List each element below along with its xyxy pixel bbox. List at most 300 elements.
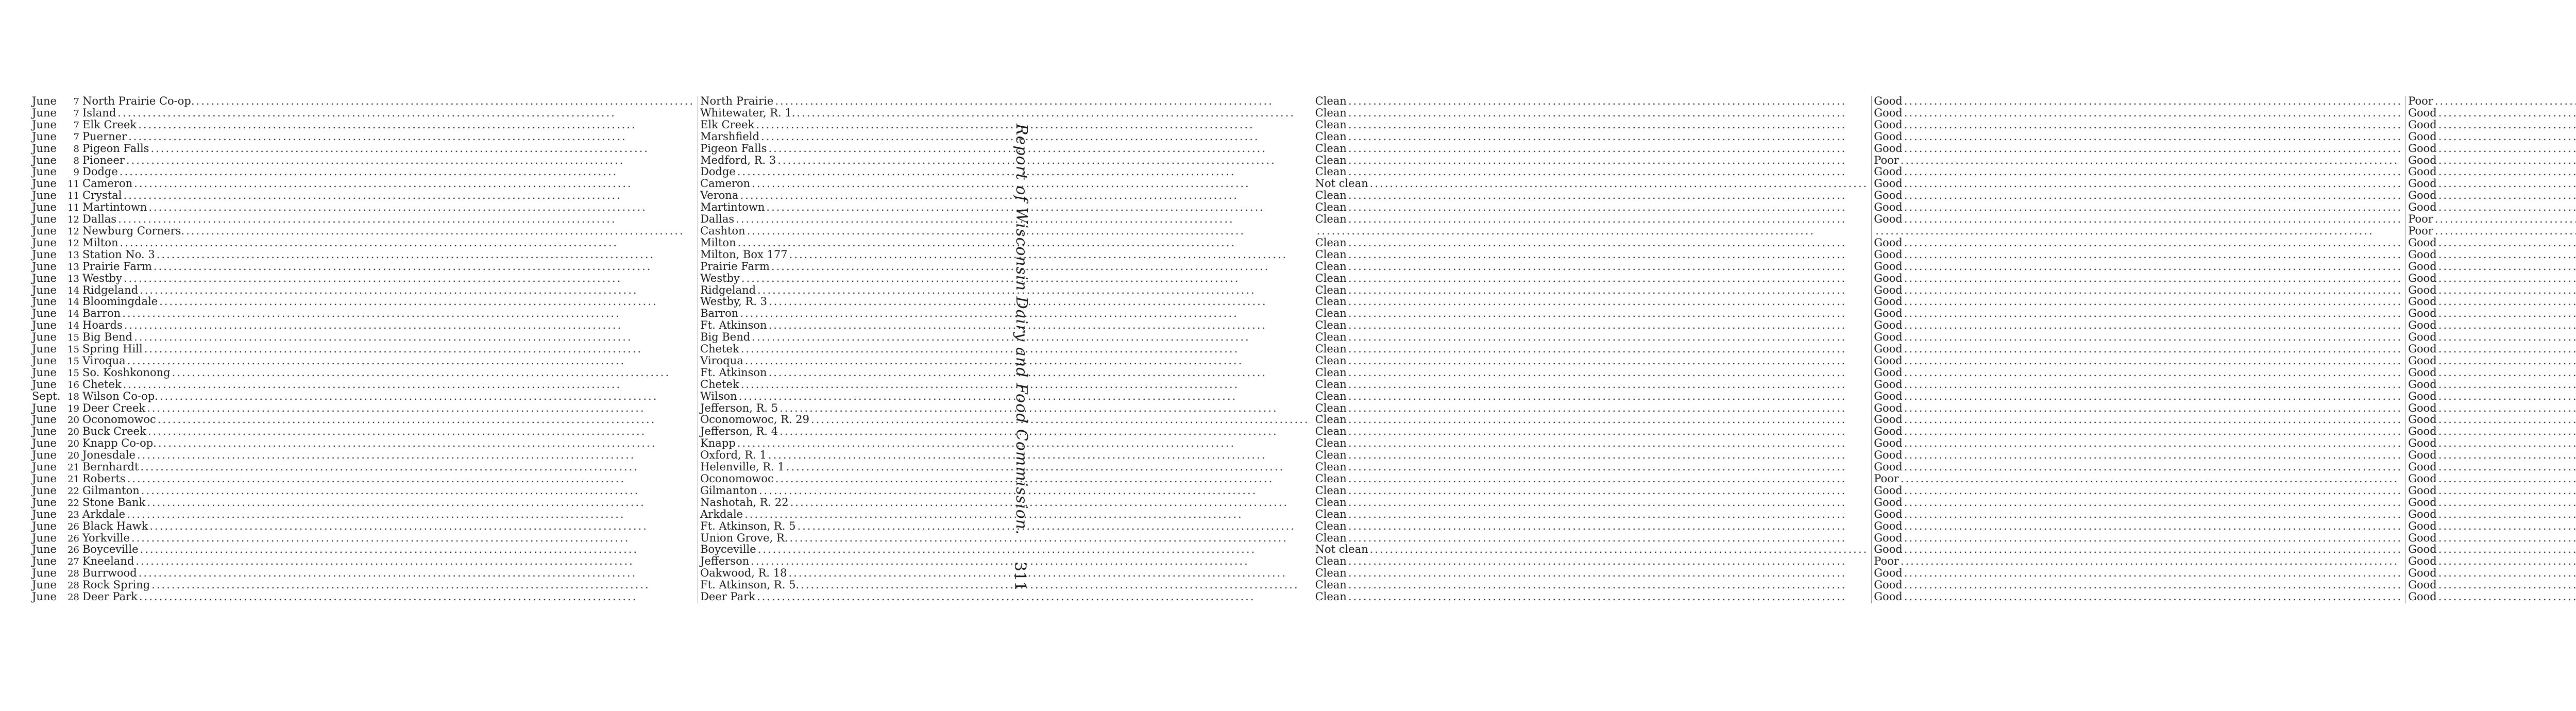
rating-cell-3 <box>2406 426 2576 438</box>
rating-value: Good <box>2408 343 2437 356</box>
month: June <box>32 507 57 520</box>
rating-cell-2 <box>1872 533 2406 545</box>
rating-cell-3 <box>2406 473 2576 485</box>
dot-leader <box>126 155 694 166</box>
rating-value: Good <box>1874 390 1903 402</box>
rating-cell-1 <box>1313 226 1872 238</box>
dot-leader <box>2435 226 2576 237</box>
location-name: Big Bend <box>700 331 751 344</box>
rating-cell-3 <box>2406 120 2576 131</box>
rating-value: Good <box>2408 449 2437 462</box>
location-name: Barron <box>700 307 739 320</box>
rating-cell-1 <box>1313 108 1872 120</box>
factory-name: Burrwood <box>82 567 137 580</box>
rating-value: Good <box>2408 519 2437 532</box>
dot-leader <box>2438 403 2576 414</box>
rating-value: Good <box>2408 390 2437 402</box>
location-name: Jefferson <box>700 555 750 568</box>
factory-name: Boyceville <box>82 543 139 556</box>
dot-leader <box>2438 450 2576 461</box>
table-row <box>30 296 2576 308</box>
location-cell <box>698 178 1313 190</box>
rating-cell-3 <box>2406 261 2576 273</box>
rating-cell-2 <box>1872 166 2406 178</box>
dot-leader <box>1904 320 2403 331</box>
factory-name: Jonesdale <box>82 449 135 462</box>
location-cell <box>698 391 1313 403</box>
dot-leader <box>140 462 694 473</box>
rating-cell-1 <box>1313 120 1872 131</box>
month: June <box>32 165 57 178</box>
dot-leader <box>2438 391 2576 402</box>
day: 7 <box>73 131 79 143</box>
rating-cell-1 <box>1313 533 1872 545</box>
rating-cell-1 <box>1313 497 1872 509</box>
dot-leader <box>2438 202 2576 213</box>
dot-leader <box>1904 462 2403 473</box>
dot-leader <box>2438 285 2576 296</box>
factory-cell <box>30 131 698 143</box>
rating-value: Good <box>2408 425 2437 438</box>
rating-value: Clean <box>1315 449 1347 462</box>
factory-name: Crystal <box>82 189 122 202</box>
dot-leader <box>1904 202 2403 213</box>
rating-cell-1 <box>1313 356 1872 367</box>
dot-leader <box>159 296 694 308</box>
location-cell <box>698 344 1313 356</box>
rating-value: Good <box>2408 413 2437 426</box>
location-cell <box>698 485 1313 497</box>
rating-value: Clean <box>1315 189 1347 202</box>
rating-value: Clean <box>1315 154 1347 166</box>
rating-cell-1 <box>1313 178 1872 190</box>
location-cell <box>698 261 1313 273</box>
day: 16 <box>67 379 79 391</box>
dot-leader <box>1904 379 2403 391</box>
factory-name: Buck Creek <box>82 425 146 438</box>
rating-cell-1 <box>1313 556 1872 568</box>
factory-cell <box>30 178 698 190</box>
location-cell <box>698 238 1313 249</box>
location-cell <box>698 367 1313 379</box>
rating-cell-1 <box>1313 544 1872 556</box>
rating-cell-2 <box>1872 391 2406 403</box>
dot-leader <box>134 332 694 343</box>
table-row <box>30 403 2576 415</box>
rating-value: Good <box>1874 378 1903 391</box>
location-name: Milton <box>700 236 736 249</box>
rating-value: Poor <box>2408 213 2433 226</box>
location-name: Ft. Atkinson <box>700 366 767 379</box>
dot-leader <box>1348 367 1868 379</box>
location-cell <box>698 190 1313 202</box>
month: June <box>32 177 57 190</box>
dot-leader <box>2438 356 2576 367</box>
rating-value: Good <box>2408 307 2437 320</box>
dot-leader <box>1370 544 1869 555</box>
rating-value: Poor <box>1874 555 1899 568</box>
rating-value: Good <box>2408 272 2437 284</box>
location-cell <box>698 450 1313 462</box>
dot-leader <box>2438 344 2576 355</box>
dot-leader <box>1904 544 2403 555</box>
rating-value: Poor <box>1874 472 1899 485</box>
dot-leader <box>149 521 694 532</box>
rating-cell-1 <box>1313 261 1872 273</box>
rating-cell-3 <box>2406 344 2576 356</box>
location-name: Medford, R. 3 <box>700 154 776 166</box>
rating-cell-1 <box>1313 332 1872 344</box>
month: June <box>32 331 57 344</box>
dot-leader <box>1904 296 2403 308</box>
month: June <box>32 319 57 332</box>
rating-cell-2 <box>1872 521 2406 533</box>
factory-cell <box>30 426 698 438</box>
factory-cell <box>30 108 698 120</box>
rating-value: Good <box>1874 201 1903 214</box>
dot-leader <box>1348 379 1868 391</box>
dot-leader <box>1348 438 1868 449</box>
factory-name: Big Bend <box>82 331 133 344</box>
factory-cell <box>30 308 698 320</box>
factory-cell <box>30 379 698 391</box>
location-cell <box>698 108 1313 120</box>
rating-cell-3 <box>2406 285 2576 297</box>
rating-value: Good <box>1874 590 1903 603</box>
location-cell <box>698 462 1313 473</box>
dot-leader <box>2438 249 2576 261</box>
rating-cell-1 <box>1313 238 1872 249</box>
day: 20 <box>67 438 79 450</box>
factory-cell <box>30 332 698 344</box>
rating-cell-2 <box>1872 155 2406 167</box>
rating-value: Good <box>1874 283 1903 296</box>
dot-leader <box>1348 414 1868 426</box>
dot-leader <box>1875 226 2402 237</box>
rating-cell-1 <box>1313 96 1872 108</box>
table-row <box>30 143 2576 155</box>
rating-cell-2 <box>1872 450 2406 462</box>
table-row <box>30 155 2576 167</box>
rating-value: Good <box>2408 106 2437 119</box>
dot-leader <box>160 391 694 402</box>
table-row <box>30 332 2576 344</box>
month: June <box>32 484 57 497</box>
dot-leader <box>2438 473 2576 485</box>
dot-leader <box>2438 332 2576 343</box>
table-row <box>30 568 2576 580</box>
rating-cell-1 <box>1313 403 1872 415</box>
dot-leader <box>186 226 694 237</box>
dot-leader <box>1904 238 2403 249</box>
day: 8 <box>73 155 79 166</box>
factory-cell <box>30 226 698 238</box>
rating-cell-2 <box>1872 226 2406 238</box>
factory-cell <box>30 249 698 261</box>
table-row <box>30 226 2576 238</box>
factory-cell <box>30 320 698 332</box>
month: June <box>32 496 57 509</box>
factory-name: Roberts <box>82 472 126 485</box>
rating-cell-3 <box>2406 521 2576 533</box>
rating-value: Clean <box>1315 567 1347 580</box>
dot-leader <box>139 591 694 603</box>
rating-cell-1 <box>1313 296 1872 308</box>
rating-cell-2 <box>1872 568 2406 580</box>
rating-value: Clean <box>1315 236 1347 249</box>
rating-value: Good <box>2408 366 2437 379</box>
dot-leader <box>1348 96 1868 107</box>
month: June <box>32 449 57 462</box>
rating-cell-3 <box>2406 414 2576 426</box>
dot-leader <box>1348 202 1868 213</box>
rating-value: Good <box>1874 272 1903 284</box>
dot-leader <box>769 296 1310 308</box>
dot-leader <box>752 178 1309 190</box>
month: June <box>32 189 57 202</box>
table-row <box>30 202 2576 214</box>
rating-cell-3 <box>2406 226 2576 238</box>
rating-cell-2 <box>1872 143 2406 155</box>
dot-leader <box>157 249 694 261</box>
month: June <box>32 472 57 485</box>
location-name: Oconomowoc <box>700 472 774 485</box>
dot-leader <box>788 568 1309 579</box>
day: 11 <box>67 202 79 214</box>
location-name: Viroqua <box>700 354 743 367</box>
table-row <box>30 580 2576 591</box>
location-name: Cashton <box>700 224 745 237</box>
rating-cell-2 <box>1872 108 2406 120</box>
dot-leader <box>151 580 694 591</box>
location-cell <box>698 214 1313 226</box>
factory-name: Stone Bank <box>82 496 146 509</box>
rating-value: Good <box>1874 213 1903 226</box>
rating-cell-1 <box>1313 379 1872 391</box>
rating-value: Clean <box>1315 283 1347 296</box>
factory-cell <box>30 391 698 403</box>
factory-cell <box>30 285 698 297</box>
month: June <box>32 461 57 473</box>
day: 20 <box>67 415 79 426</box>
dot-leader <box>1348 155 1868 166</box>
dot-leader <box>1348 344 1868 355</box>
location-name: Ft. Atkinson, R. 5 <box>700 519 796 532</box>
rating-value: Good <box>1874 260 1903 273</box>
location-name: Westby, R. 3 <box>700 295 767 308</box>
location-cell <box>698 155 1313 167</box>
rating-cell-2 <box>1872 190 2406 202</box>
rating-value: Good <box>2408 142 2437 155</box>
month: June <box>32 118 57 131</box>
factory-name: Newburg Corners. <box>82 224 185 237</box>
location-name: Cameron <box>700 177 751 190</box>
day: 15 <box>67 332 79 344</box>
location-name: Ft. Atkinson, R. 5. <box>700 579 800 591</box>
day: 7 <box>73 108 79 119</box>
factory-cell <box>30 591 698 603</box>
rating-value: Poor <box>2408 224 2433 237</box>
factory-cell <box>30 473 698 485</box>
rating-cell-2 <box>1872 238 2406 249</box>
location-name: Deer Park <box>700 590 755 603</box>
dot-leader <box>1904 521 2403 532</box>
day: 11 <box>67 179 79 190</box>
rating-value: Clean <box>1315 390 1347 402</box>
dot-leader <box>1904 391 2403 402</box>
table-body <box>30 96 2576 603</box>
factory-name: Elk Creek <box>82 118 137 131</box>
dot-leader <box>131 533 694 544</box>
rating-value: Good <box>1874 295 1903 308</box>
rating-value: Clean <box>1315 590 1347 603</box>
dot-leader <box>1348 285 1868 296</box>
rating-cell-1 <box>1313 131 1872 143</box>
location-cell <box>698 497 1313 509</box>
location-name: Whitewater, R. 1. <box>700 106 795 119</box>
location-cell <box>698 143 1313 155</box>
table-row <box>30 426 2576 438</box>
day: 26 <box>67 545 79 556</box>
rating-cell-1 <box>1313 580 1872 591</box>
rating-value: Clean <box>1315 484 1347 497</box>
day: 12 <box>67 238 79 249</box>
rating-value: Clean <box>1315 130 1347 143</box>
dot-leader <box>118 214 694 225</box>
rating-cell-3 <box>2406 568 2576 580</box>
rating-cell-2 <box>1872 96 2406 108</box>
dot-leader <box>122 308 694 319</box>
rating-value: Good <box>1874 437 1903 450</box>
dot-leader <box>120 166 694 178</box>
rating-cell-1 <box>1313 202 1872 214</box>
dot-leader <box>1348 521 1868 532</box>
factory-name: Arkdale <box>82 507 126 520</box>
location-name: North Prairie <box>700 95 774 107</box>
dot-leader <box>138 120 694 131</box>
table-row <box>30 238 2576 249</box>
month: June <box>32 567 57 580</box>
dot-leader <box>2438 544 2576 555</box>
rating-cell-2 <box>1872 414 2406 426</box>
rating-cell-1 <box>1313 521 1872 533</box>
rating-value: Clean <box>1315 413 1347 426</box>
dot-leader <box>2438 238 2576 249</box>
dot-leader <box>1904 356 2403 367</box>
month: June <box>32 106 57 119</box>
dot-leader <box>1904 261 2403 273</box>
dot-leader <box>148 202 694 213</box>
factory-name: Spring Hill <box>82 343 143 356</box>
dot-leader <box>2438 568 2576 579</box>
rating-cell-3 <box>2406 379 2576 391</box>
rating-cell-3 <box>2406 450 2576 462</box>
factory-cell <box>30 403 698 415</box>
month: June <box>32 531 57 544</box>
location-name: Gilmanton <box>700 484 757 497</box>
dot-leader <box>2438 485 2576 497</box>
dot-leader <box>2438 166 2576 178</box>
rating-value: Good <box>1874 307 1903 320</box>
rating-value: Good <box>1874 484 1903 497</box>
table-row <box>30 166 2576 178</box>
dot-leader <box>1904 438 2403 449</box>
factory-cell <box>30 356 698 367</box>
table-row <box>30 285 2576 297</box>
rating-cell-2 <box>1872 332 2406 344</box>
dot-leader <box>1348 214 1868 225</box>
day: 14 <box>67 297 79 308</box>
dot-leader <box>2438 367 2576 379</box>
dot-leader <box>1348 450 1868 461</box>
rating-value: Good <box>1874 118 1903 131</box>
rating-value: Good <box>1874 95 1903 107</box>
factory-cell <box>30 261 698 273</box>
factory-cell <box>30 580 698 591</box>
location-name: Oconomowoc, R. 29 <box>700 413 810 426</box>
rating-cell-3 <box>2406 190 2576 202</box>
dot-leader <box>752 332 1309 343</box>
factory-cell <box>30 296 698 308</box>
factory-name: Pigeon Falls <box>82 142 149 155</box>
factory-name: North Prairie Co-op. <box>82 95 195 107</box>
rating-value: Good <box>1874 331 1903 344</box>
location-cell <box>698 166 1313 178</box>
rating-value: Clean <box>1315 142 1347 155</box>
dot-leader <box>2438 521 2576 532</box>
rating-cell-1 <box>1313 509 1872 521</box>
month: June <box>32 283 57 296</box>
day: 15 <box>67 367 79 379</box>
dot-leader <box>1348 533 1868 544</box>
rating-value: Good <box>1874 343 1903 356</box>
dot-leader <box>2438 190 2576 201</box>
location-name: Marshfield <box>700 130 760 143</box>
month: June <box>32 295 57 308</box>
location-name: Knapp <box>700 437 736 450</box>
dot-leader <box>2435 214 2576 225</box>
month: June <box>32 142 57 155</box>
rating-value: Clean <box>1315 437 1347 450</box>
dot-leader <box>775 96 1309 107</box>
factory-cell <box>30 96 698 108</box>
rating-value: Good <box>2408 260 2437 273</box>
rating-cell-1 <box>1313 190 1872 202</box>
dot-leader <box>1348 320 1868 331</box>
rating-cell-1 <box>1313 285 1872 297</box>
dot-leader <box>158 414 694 426</box>
rating-cell-3 <box>2406 485 2576 497</box>
dot-leader <box>140 544 694 555</box>
location-cell <box>698 356 1313 367</box>
rating-cell-2 <box>1872 202 2406 214</box>
rating-value: Good <box>2408 567 2437 580</box>
location-name: Union Grove, R. <box>700 531 788 544</box>
dot-leader <box>2438 497 2576 509</box>
rating-value: Good <box>2408 189 2437 202</box>
rating-value: Good <box>1874 130 1903 143</box>
rating-cell-3 <box>2406 308 2576 320</box>
dot-leader <box>128 131 694 143</box>
rating-cell-3 <box>2406 544 2576 556</box>
factory-cell <box>30 533 698 545</box>
month: June <box>32 248 57 261</box>
dot-leader <box>1904 308 2403 319</box>
dot-leader <box>771 261 1310 273</box>
month: June <box>32 95 57 107</box>
rating-value: Good <box>2408 165 2437 178</box>
day: 9 <box>73 167 79 178</box>
